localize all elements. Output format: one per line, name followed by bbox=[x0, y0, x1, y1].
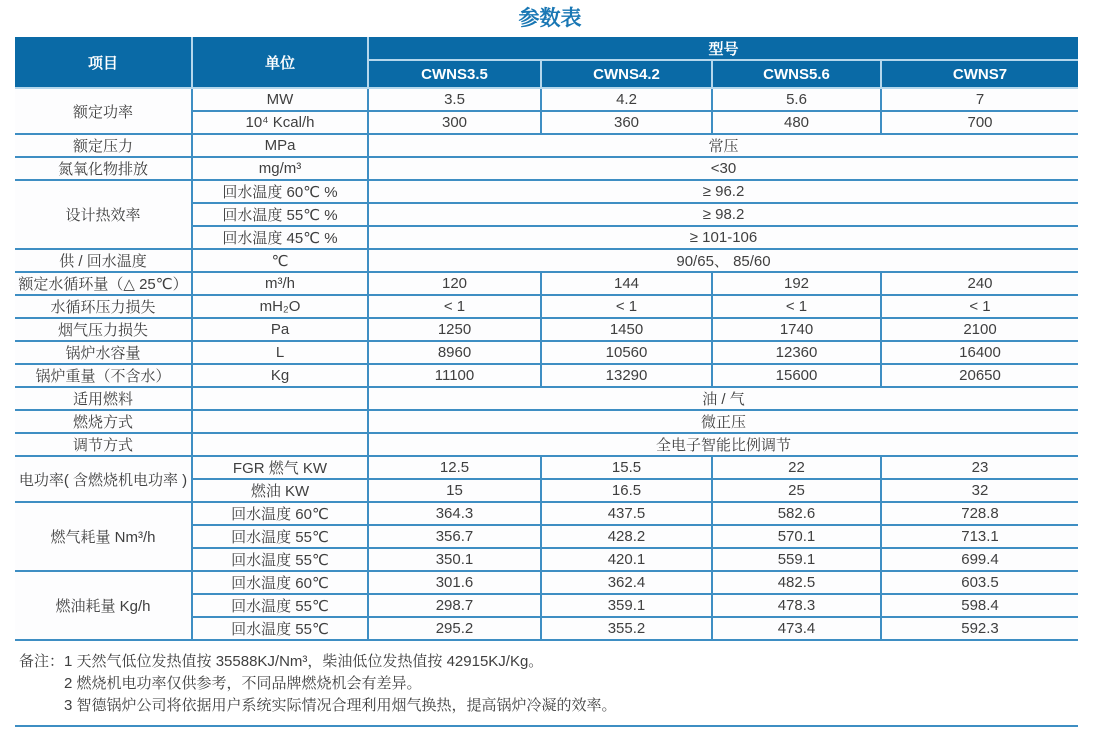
value-cell: 699.4 bbox=[881, 548, 1078, 571]
value-cell: 120 bbox=[368, 272, 541, 295]
value-cell: 23 bbox=[881, 456, 1078, 479]
span-value-cell: 90/65、 85/60 bbox=[368, 249, 1078, 272]
value-cell: 15600 bbox=[712, 364, 881, 387]
value-cell: 482.5 bbox=[712, 571, 881, 594]
value-cell: 12.5 bbox=[368, 456, 541, 479]
value-cell: 11100 bbox=[368, 364, 541, 387]
value-cell: 700 bbox=[881, 111, 1078, 134]
value-cell: 5.6 bbox=[712, 88, 881, 111]
value-cell: 350.1 bbox=[368, 548, 541, 571]
span-value-cell: 微正压 bbox=[368, 410, 1078, 433]
value-cell: 598.4 bbox=[881, 594, 1078, 617]
value-cell: 355.2 bbox=[541, 617, 712, 639]
item-cell: 氮氧化物排放 bbox=[15, 157, 192, 180]
span-value-cell: ≥ 101-106 bbox=[368, 226, 1078, 249]
value-cell: 12360 bbox=[712, 341, 881, 364]
value-cell: 1450 bbox=[541, 318, 712, 341]
value-cell: 473.4 bbox=[712, 617, 881, 639]
notes-label: 备注： bbox=[19, 653, 65, 670]
table-row bbox=[15, 295, 1078, 318]
table-row bbox=[15, 318, 1078, 341]
value-cell: 20650 bbox=[881, 364, 1078, 387]
unit-cell: 回水温度 60℃ bbox=[192, 502, 368, 525]
column-header-model: CWNS5.6 bbox=[712, 60, 881, 88]
notes-items bbox=[64, 651, 1078, 717]
note-line: 1 天然气低位发热值按 35588KJ/Nm³，柴油低位发热值按 42915KJ/Kg。 bbox=[64, 653, 544, 670]
item-cell: 烟气压力损失 bbox=[15, 318, 192, 341]
unit-cell bbox=[192, 410, 368, 433]
value-cell: 295.2 bbox=[368, 617, 541, 639]
item-cell: 电功率( 含燃烧机电功率 ) bbox=[15, 456, 192, 502]
table-row bbox=[15, 410, 1078, 433]
unit-cell: FGR 燃气 KW bbox=[192, 456, 368, 479]
unit-cell: 回水温度 60℃ % bbox=[192, 180, 368, 203]
value-cell: 356.7 bbox=[368, 525, 541, 548]
value-cell: 2100 bbox=[881, 318, 1078, 341]
value-cell: 192 bbox=[712, 272, 881, 295]
value-cell: 592.3 bbox=[881, 617, 1078, 639]
value-cell: 603.5 bbox=[881, 571, 1078, 594]
unit-cell: mg/m³ bbox=[192, 157, 368, 180]
note-line: 3 智德锅炉公司将依据用户系统实际情况合理利用烟气换热，提高锅炉冷凝的效率。 bbox=[64, 697, 617, 714]
value-cell: 15.5 bbox=[541, 456, 712, 479]
unit-cell: MPa bbox=[192, 134, 368, 157]
value-cell: 364.3 bbox=[368, 502, 541, 525]
value-cell: 713.1 bbox=[881, 525, 1078, 548]
page-title: 参数表 bbox=[518, 7, 582, 30]
value-cell: 428.2 bbox=[541, 525, 712, 548]
table-row bbox=[15, 364, 1078, 387]
value-cell: 16.5 bbox=[541, 479, 712, 502]
span-value-cell: 油 / 气 bbox=[368, 387, 1078, 410]
value-cell: 480 bbox=[712, 111, 881, 134]
unit-cell: 回水温度 45℃ % bbox=[192, 226, 368, 249]
span-value-cell: <30 bbox=[368, 157, 1078, 180]
table-header bbox=[15, 37, 1078, 88]
item-cell: 燃油耗量 Kg/h bbox=[15, 571, 192, 639]
table-row bbox=[15, 180, 1078, 203]
table-row bbox=[15, 433, 1078, 456]
parameter-table-wrapper bbox=[15, 37, 1078, 641]
value-cell: < 1 bbox=[368, 295, 541, 318]
unit-cell: 回水温度 55℃ bbox=[192, 594, 368, 617]
column-header-model: CWNS7 bbox=[881, 60, 1078, 88]
table-row bbox=[15, 571, 1078, 594]
table-row bbox=[15, 157, 1078, 180]
parameter-table bbox=[15, 37, 1078, 639]
value-cell: 582.6 bbox=[712, 502, 881, 525]
unit-cell: 回水温度 55℃ bbox=[192, 525, 368, 548]
header-group-row bbox=[15, 37, 1078, 60]
column-header-model-group: 型号 bbox=[368, 37, 1078, 60]
value-cell: 15 bbox=[368, 479, 541, 502]
unit-cell: ℃ bbox=[192, 249, 368, 272]
item-cell: 锅炉重量（不含水） bbox=[15, 364, 192, 387]
item-cell: 额定压力 bbox=[15, 134, 192, 157]
item-cell: 适用燃料 bbox=[15, 387, 192, 410]
span-value-cell: 全电子智能比例调节 bbox=[368, 433, 1078, 456]
value-cell: 144 bbox=[541, 272, 712, 295]
column-header-model: CWNS4.2 bbox=[541, 60, 712, 88]
value-cell: 1740 bbox=[712, 318, 881, 341]
table-body bbox=[15, 88, 1078, 639]
item-cell: 水循环压力损失 bbox=[15, 295, 192, 318]
unit-cell: m³/h bbox=[192, 272, 368, 295]
value-cell: 8960 bbox=[368, 341, 541, 364]
value-cell: 359.1 bbox=[541, 594, 712, 617]
table-row bbox=[15, 272, 1078, 295]
table-row bbox=[15, 341, 1078, 364]
value-cell: 559.1 bbox=[712, 548, 881, 571]
unit-cell: mH₂O bbox=[192, 295, 368, 318]
unit-cell: Pa bbox=[192, 318, 368, 341]
unit-cell: MW bbox=[192, 88, 368, 111]
unit-cell: L bbox=[192, 341, 368, 364]
notes bbox=[15, 645, 1078, 727]
value-cell: 362.4 bbox=[541, 571, 712, 594]
value-cell: < 1 bbox=[712, 295, 881, 318]
column-header-unit: 单位 bbox=[192, 37, 368, 88]
value-cell: 437.5 bbox=[541, 502, 712, 525]
table-row bbox=[15, 502, 1078, 525]
unit-cell: 回水温度 55℃ bbox=[192, 548, 368, 571]
table-row bbox=[15, 249, 1078, 272]
value-cell: 13290 bbox=[541, 364, 712, 387]
unit-cell: 回水温度 60℃ bbox=[192, 571, 368, 594]
value-cell: < 1 bbox=[541, 295, 712, 318]
value-cell: 4.2 bbox=[541, 88, 712, 111]
unit-cell: 燃油 KW bbox=[192, 479, 368, 502]
note-line: 2 燃烧机电功率仅供参考，不同品牌燃烧机会有差异。 bbox=[64, 675, 422, 692]
item-cell: 额定水循环量（△ 25℃） bbox=[15, 272, 192, 295]
unit-cell: 回水温度 55℃ % bbox=[192, 203, 368, 226]
item-cell: 调节方式 bbox=[15, 433, 192, 456]
span-value-cell: ≥ 98.2 bbox=[368, 203, 1078, 226]
item-cell: 额定功率 bbox=[15, 88, 192, 134]
value-cell: 478.3 bbox=[712, 594, 881, 617]
item-cell: 设计热效率 bbox=[15, 180, 192, 249]
value-cell: < 1 bbox=[881, 295, 1078, 318]
value-cell: 240 bbox=[881, 272, 1078, 295]
value-cell: 22 bbox=[712, 456, 881, 479]
table-row bbox=[15, 88, 1078, 111]
value-cell: 570.1 bbox=[712, 525, 881, 548]
span-value-cell: 常压 bbox=[368, 134, 1078, 157]
value-cell: 301.6 bbox=[368, 571, 541, 594]
value-cell: 3.5 bbox=[368, 88, 541, 111]
value-cell: 420.1 bbox=[541, 548, 712, 571]
table-row bbox=[15, 387, 1078, 410]
item-cell: 燃烧方式 bbox=[15, 410, 192, 433]
column-header-model: CWNS3.5 bbox=[368, 60, 541, 88]
value-cell: 300 bbox=[368, 111, 541, 134]
value-cell: 1250 bbox=[368, 318, 541, 341]
value-cell: 298.7 bbox=[368, 594, 541, 617]
unit-cell: 回水温度 55℃ bbox=[192, 617, 368, 639]
value-cell: 728.8 bbox=[881, 502, 1078, 525]
unit-cell bbox=[192, 433, 368, 456]
span-value-cell: ≥ 96.2 bbox=[368, 180, 1078, 203]
unit-cell: Kg bbox=[192, 364, 368, 387]
item-cell: 锅炉水容量 bbox=[15, 341, 192, 364]
value-cell: 360 bbox=[541, 111, 712, 134]
table-row bbox=[15, 456, 1078, 479]
unit-cell bbox=[192, 387, 368, 410]
unit-cell: 10⁴ Kcal/h bbox=[192, 111, 368, 134]
value-cell: 32 bbox=[881, 479, 1078, 502]
value-cell: 16400 bbox=[881, 341, 1078, 364]
value-cell: 10560 bbox=[541, 341, 712, 364]
table-row bbox=[15, 134, 1078, 157]
item-cell: 供 / 回水温度 bbox=[15, 249, 192, 272]
value-cell: 7 bbox=[881, 88, 1078, 111]
item-cell: 燃气耗量 Nm³/h bbox=[15, 502, 192, 571]
value-cell: 25 bbox=[712, 479, 881, 502]
column-header-item: 项目 bbox=[15, 37, 192, 88]
